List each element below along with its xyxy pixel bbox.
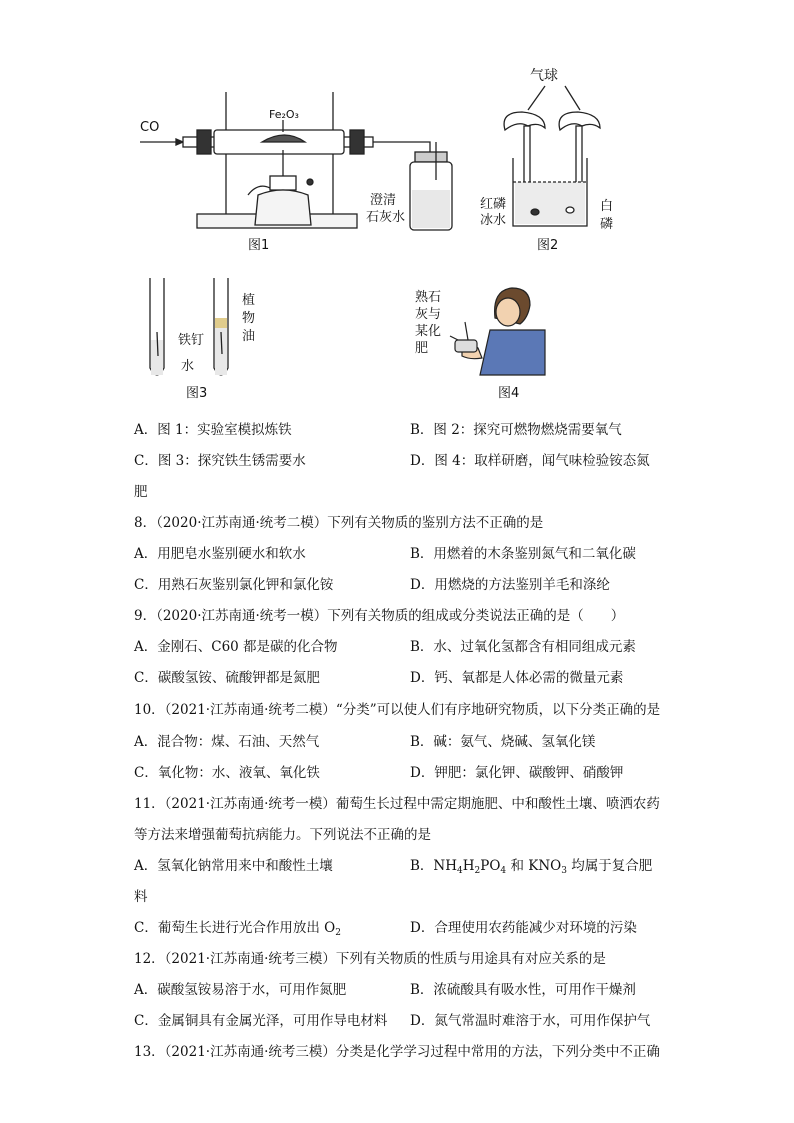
q10-option-a: A．混合物：煤、石油、天然气 xyxy=(134,734,320,750)
q7-option-c: C．图 3：探究铁生锈需要水 xyxy=(134,453,306,469)
fig1-limewater-label-1: 澄清 xyxy=(370,193,397,208)
fig2-red-p-label: 红磷 xyxy=(480,197,507,212)
q12-stem: 12．（2021·江苏南通·统考三模）下列有关物质的性质与用途具有对应关系的是 xyxy=(134,951,606,967)
fig4-label-2: 灰与 xyxy=(415,307,442,322)
q8-stem: 8．（2020·江苏南通·统考二模）下列有关物质的鉴别方法不正确的是 xyxy=(134,515,544,531)
fig2-white-p-label-1: 白 xyxy=(600,199,614,214)
fig1-caption: 图1 xyxy=(248,238,270,253)
fig3-nail-label: 铁钉 xyxy=(178,333,205,348)
q9-option-b: B．水、过氧化氢都含有相同组成元素 xyxy=(410,639,636,655)
q11-option-b-continued: 料 xyxy=(134,889,148,905)
figures-panel xyxy=(0,0,794,410)
q11-option-c: C．葡萄生长进行光合作用放出 $O_2$ xyxy=(134,920,341,938)
fig2-caption: 图2 xyxy=(537,238,559,253)
fig2-white-p-label-2: 磷 xyxy=(600,217,614,232)
q13-stem: 13．（2021·江苏南通·统考三模）分类是化学学习过程中常用的方法，下列分类中不正确 xyxy=(134,1044,660,1060)
fig2-ice-water-label: 冰水 xyxy=(480,213,507,228)
fig1-fe2o3-label: Fe₂O₃ xyxy=(269,108,299,121)
q12-option-c: C．金属铜具有金属光泽，可用作导电材料 xyxy=(134,1013,388,1029)
q7-option-a: A．图 1：实验室模拟炼铁 xyxy=(134,422,292,438)
fig3-oil-label-1: 植 xyxy=(242,293,256,308)
q11-stem-line-1: 11．（2021·江苏南通·统考一模）葡萄生长过程中需定期施肥、中和酸性土壤、喷洒农药 xyxy=(134,796,660,812)
fig3-caption: 图3 xyxy=(186,386,208,401)
q9-stem: 9．（2020·江苏南通·统考一模）下列有关物质的组成或分类说法正确的是（ ） xyxy=(134,608,625,624)
q9-option-a: A．金刚石、C60 都是碳的化合物 xyxy=(134,639,338,655)
q10-option-c: C．氧化物：水、液氧、氧化铁 xyxy=(134,765,320,781)
q8-option-d: D．用燃烧的方法鉴别羊毛和涤纶 xyxy=(410,577,610,593)
q12-option-b: B．浓硫酸具有吸水性，可用作干燥剂 xyxy=(410,982,636,998)
q8-option-b: B．用燃着的木条鉴别氮气和二氧化碳 xyxy=(410,546,636,562)
q11-option-d: D．合理使用农药能减少对环境的污染 xyxy=(410,920,637,936)
q10-option-d: D．钾肥：氯化钾、碳酸钾、硝酸钾 xyxy=(410,765,624,781)
q7-option-b: B．图 2：探究可燃物燃烧需要氧气 xyxy=(410,422,622,438)
q12-option-d: D．氮气常温时难溶于水，可用作保护气 xyxy=(410,1013,651,1029)
fig3-oil-label-2: 物 xyxy=(242,311,256,326)
fig1-limewater-label-2: 石灰水 xyxy=(366,210,406,225)
q10-stem: 10．（2021·江苏南通·统考二模）“分类”可以使人们有序地研究物质，以下分类正确的是 xyxy=(134,702,661,718)
fig4-label-1: 熟石 xyxy=(415,290,442,305)
q11-option-a: A．氢氧化钠常用来中和酸性土壤 xyxy=(134,858,333,874)
q11-stem-line-2: 等方法来增强葡萄抗病能力。下列说法不正确的是 xyxy=(134,827,431,843)
q8-option-c: C．用熟石灰鉴别氯化钾和氯化铵 xyxy=(134,577,334,593)
fig2-balloon-label: 气球 xyxy=(530,68,558,84)
fig1-co-label: CO xyxy=(140,120,160,135)
q8-option-a: A．用肥皂水鉴别硬水和软水 xyxy=(134,546,306,562)
q11-option-b: B．$NH_4H_2PO_4$ 和 $KNO_3$ 均属于复合肥 xyxy=(410,858,653,876)
figure-2-phosphorus-combustion xyxy=(504,86,600,226)
q9-option-c: C．碳酸氢铵、硫酸钾都是氮肥 xyxy=(134,670,320,686)
fig4-label-3: 某化 xyxy=(415,324,442,339)
q12-option-a: A．碳酸氢铵易溶于水，可用作氮肥 xyxy=(134,982,347,998)
fig3-oil-label-3: 油 xyxy=(242,329,256,344)
fig4-caption: 图4 xyxy=(498,386,520,401)
figure-4-boy-grinding xyxy=(450,288,545,375)
q7-option-d-continued: 肥 xyxy=(134,484,148,500)
q10-option-b: B．碱：氨气、烧碱、氢氧化镁 xyxy=(410,734,596,750)
fig3-water-label: 水 xyxy=(181,359,195,374)
fig4-label-4: 肥 xyxy=(415,341,429,356)
q7-option-d: D．图 4：取样研磨，闻气味检验铵态氮 xyxy=(410,453,650,469)
q9-option-d: D．钙、氧都是人体必需的微量元素 xyxy=(410,670,624,686)
